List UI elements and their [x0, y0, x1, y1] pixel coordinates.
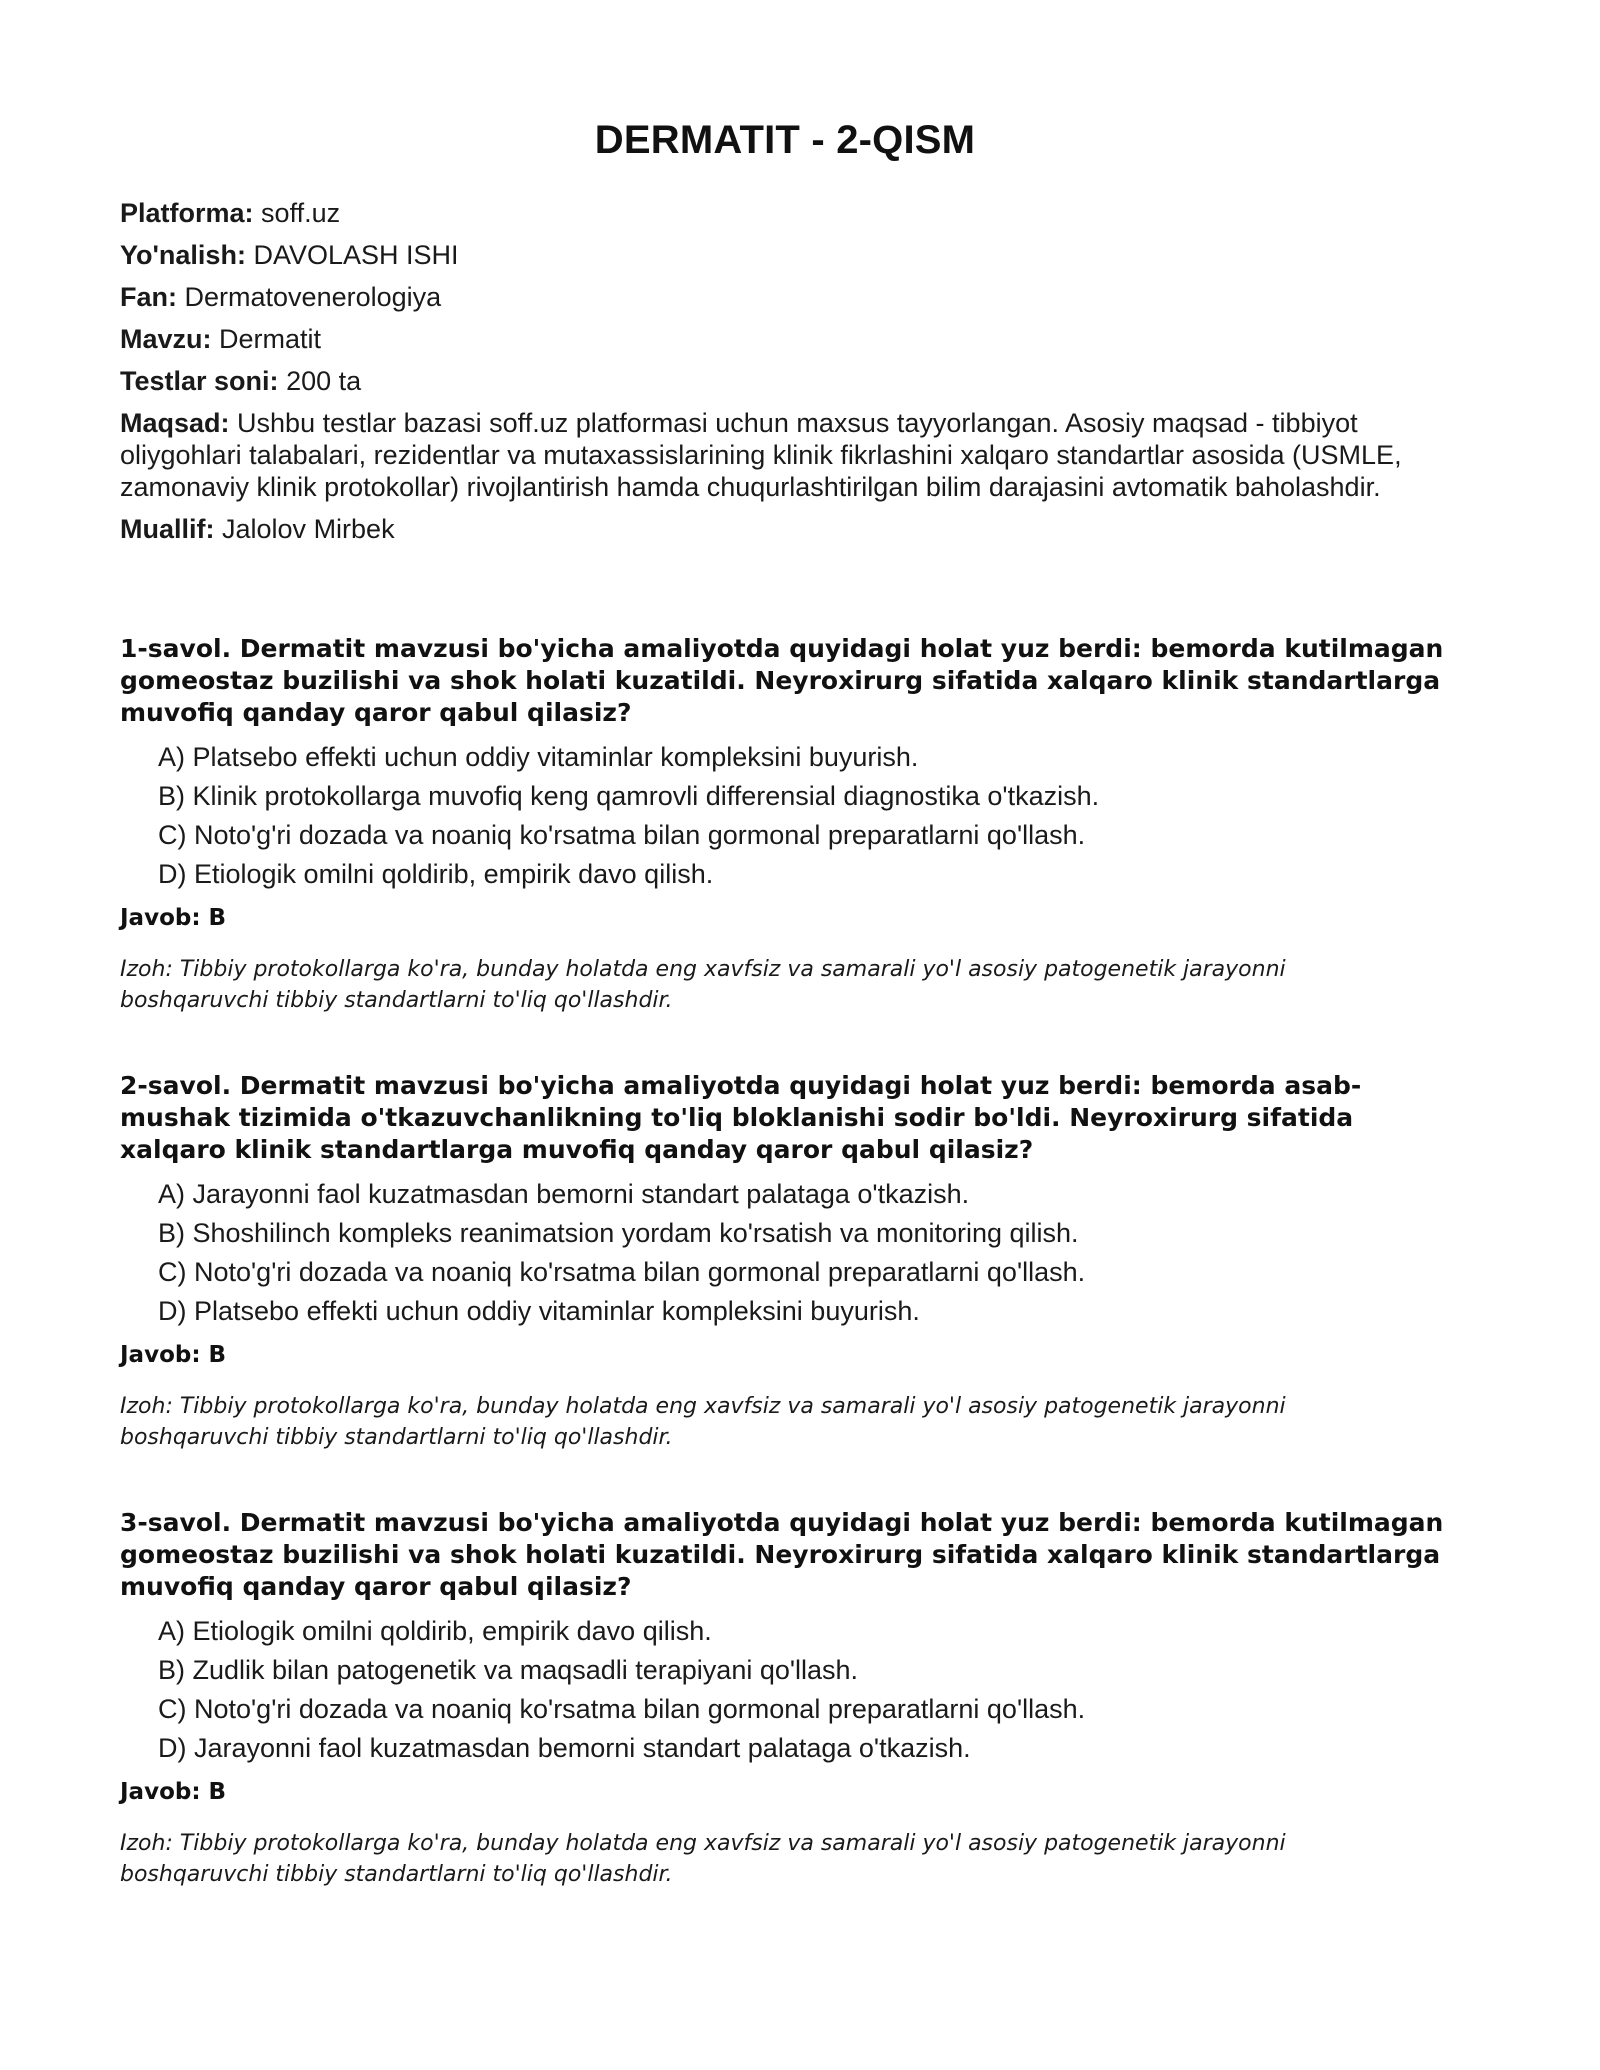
- meta-author: [120, 513, 1450, 545]
- answer-option: D) Platsebo effekti uchun oddiy vitaminlar kompleksini buyurish.: [158, 1296, 920, 1326]
- answer-explanation: Izoh: Tibbiy protokollarga ko'ra, bunday holatda eng xavfsiz va samarali yo'l asosiy patogenetik jarayonni boshqaruvchi tibbiy standartlarni to'liq qo'llashdir.: [120, 1394, 1286, 1450]
- answer-option: C) Noto'g'ri dozada va noaniq ko'rsatma bilan gormonal preparatlarni qo'llash.: [158, 1257, 1086, 1287]
- meta-test-count: [120, 365, 1450, 397]
- meta-purpose: [120, 407, 1450, 503]
- meta-value: 200 ta: [286, 366, 362, 396]
- question-list: [120, 633, 1450, 1890]
- answer-option: B) Zudlik bilan patogenetik va maqsadli terapiyani qo'llash.: [158, 1655, 859, 1685]
- correct-answer: Javob: B: [120, 1342, 227, 1368]
- answer-option: A) Etiologik omilni qoldirib, empirik davo qilish.: [158, 1616, 712, 1646]
- meta-label: Maqsad:: [120, 408, 230, 438]
- document-metadata: [120, 197, 1450, 545]
- question-text: 3-savol. Dermatit mavzusi bo'yicha amaliyotda quyidagi holat yuz berdi: bemorda kutilmagan gomeostaz buzilishi va shok holati kuzatildi. Neyroxirurg sifatida xalqaro klinik standartlarga muvofiq qanday qaror qabul qilasiz?: [120, 1508, 1444, 1601]
- question-block: [120, 1070, 1450, 1453]
- meta-value: Dermatit: [219, 324, 322, 354]
- question-block: [120, 1507, 1450, 1890]
- meta-label: Platforma:: [120, 198, 254, 228]
- document-title: DERMATIT - 2-QISM: [594, 118, 976, 162]
- answer-option: B) Shoshilinch kompleks reanimatsion yordam ko'rsatish va monitoring qilish.: [158, 1218, 1079, 1248]
- document-page: [120, 118, 1450, 1944]
- answer-option: A) Jarayonni faol kuzatmasdan bemorni standart palataga o'tkazish.: [158, 1179, 970, 1209]
- question-text: 2-savol. Dermatit mavzusi bo'yicha amaliyotda quyidagi holat yuz berdi: bemorda asab-mushak tizimida o'tkazuvchanlikning to'liq bloklanishi sodir bo'ldi. Neyroxirurg sifatida xalqaro klinik standartlarga muvofiq qanday qaror qabul qilasiz?: [120, 1071, 1362, 1164]
- meta-subject: [120, 281, 1450, 313]
- answer-options: [120, 1178, 1450, 1327]
- answer-option: B) Klinik protokollarga muvofiq keng qamrovli differensial diagnostika o'tkazish.: [158, 781, 1100, 811]
- question-block: [120, 633, 1450, 1016]
- meta-value: Jalolov Mirbek: [222, 514, 395, 544]
- correct-answer: Javob: B: [120, 1779, 227, 1805]
- meta-label: Muallif:: [120, 514, 215, 544]
- answer-option: D) Etiologik omilni qoldirib, empirik davo qilish.: [158, 859, 714, 889]
- answer-explanation: Izoh: Tibbiy protokollarga ko'ra, bunday holatda eng xavfsiz va samarali yo'l asosiy patogenetik jarayonni boshqaruvchi tibbiy standartlarni to'liq qo'llashdir.: [120, 1831, 1286, 1887]
- meta-label: Testlar soni:: [120, 366, 279, 396]
- meta-topic: [120, 323, 1450, 355]
- meta-value: soff.uz: [261, 198, 341, 228]
- answer-options: [120, 741, 1450, 890]
- meta-label: Mavzu:: [120, 324, 212, 354]
- answer-option: C) Noto'g'ri dozada va noaniq ko'rsatma bilan gormonal preparatlarni qo'llash.: [158, 1694, 1086, 1724]
- meta-value: Ushbu testlar bazasi soff.uz platformasi uchun maxsus tayyorlangan. Asosiy maqsad - tibbiyot oliygohlari talabalari, rezidentlar va mutaxassislarining klinik fikrlashini xalqaro standartlar asosida (USMLE, zamonaviy klinik protokollar) rivojlantirish hamda chuqurlashtirilgan bilim darajasini avtomatik baholashdir.: [120, 408, 1402, 502]
- meta-direction: [120, 239, 1450, 271]
- correct-answer: Javob: B: [120, 905, 227, 931]
- answer-option: D) Jarayonni faol kuzatmasdan bemorni standart palataga o'tkazish.: [158, 1733, 971, 1763]
- meta-platform: [120, 197, 1450, 229]
- meta-label: Yo'nalish:: [120, 240, 246, 270]
- answer-option: A) Platsebo effekti uchun oddiy vitaminlar kompleksini buyurish.: [158, 742, 919, 772]
- meta-value: Dermatovenerologiya: [184, 282, 442, 312]
- answer-option: C) Noto'g'ri dozada va noaniq ko'rsatma bilan gormonal preparatlarni qo'llash.: [158, 820, 1086, 850]
- meta-value: DAVOLASH ISHI: [253, 240, 459, 270]
- answer-explanation: Izoh: Tibbiy protokollarga ko'ra, bunday holatda eng xavfsiz va samarali yo'l asosiy patogenetik jarayonni boshqaruvchi tibbiy standartlarni to'liq qo'llashdir.: [120, 957, 1286, 1013]
- answer-options: [120, 1615, 1450, 1764]
- meta-label: Fan:: [120, 282, 177, 312]
- question-text: 1-savol. Dermatit mavzusi bo'yicha amaliyotda quyidagi holat yuz berdi: bemorda kutilmagan gomeostaz buzilishi va shok holati kuzatildi. Neyroxirurg sifatida xalqaro klinik standartlarga muvofiq qanday qaror qabul qilasiz?: [120, 634, 1444, 727]
